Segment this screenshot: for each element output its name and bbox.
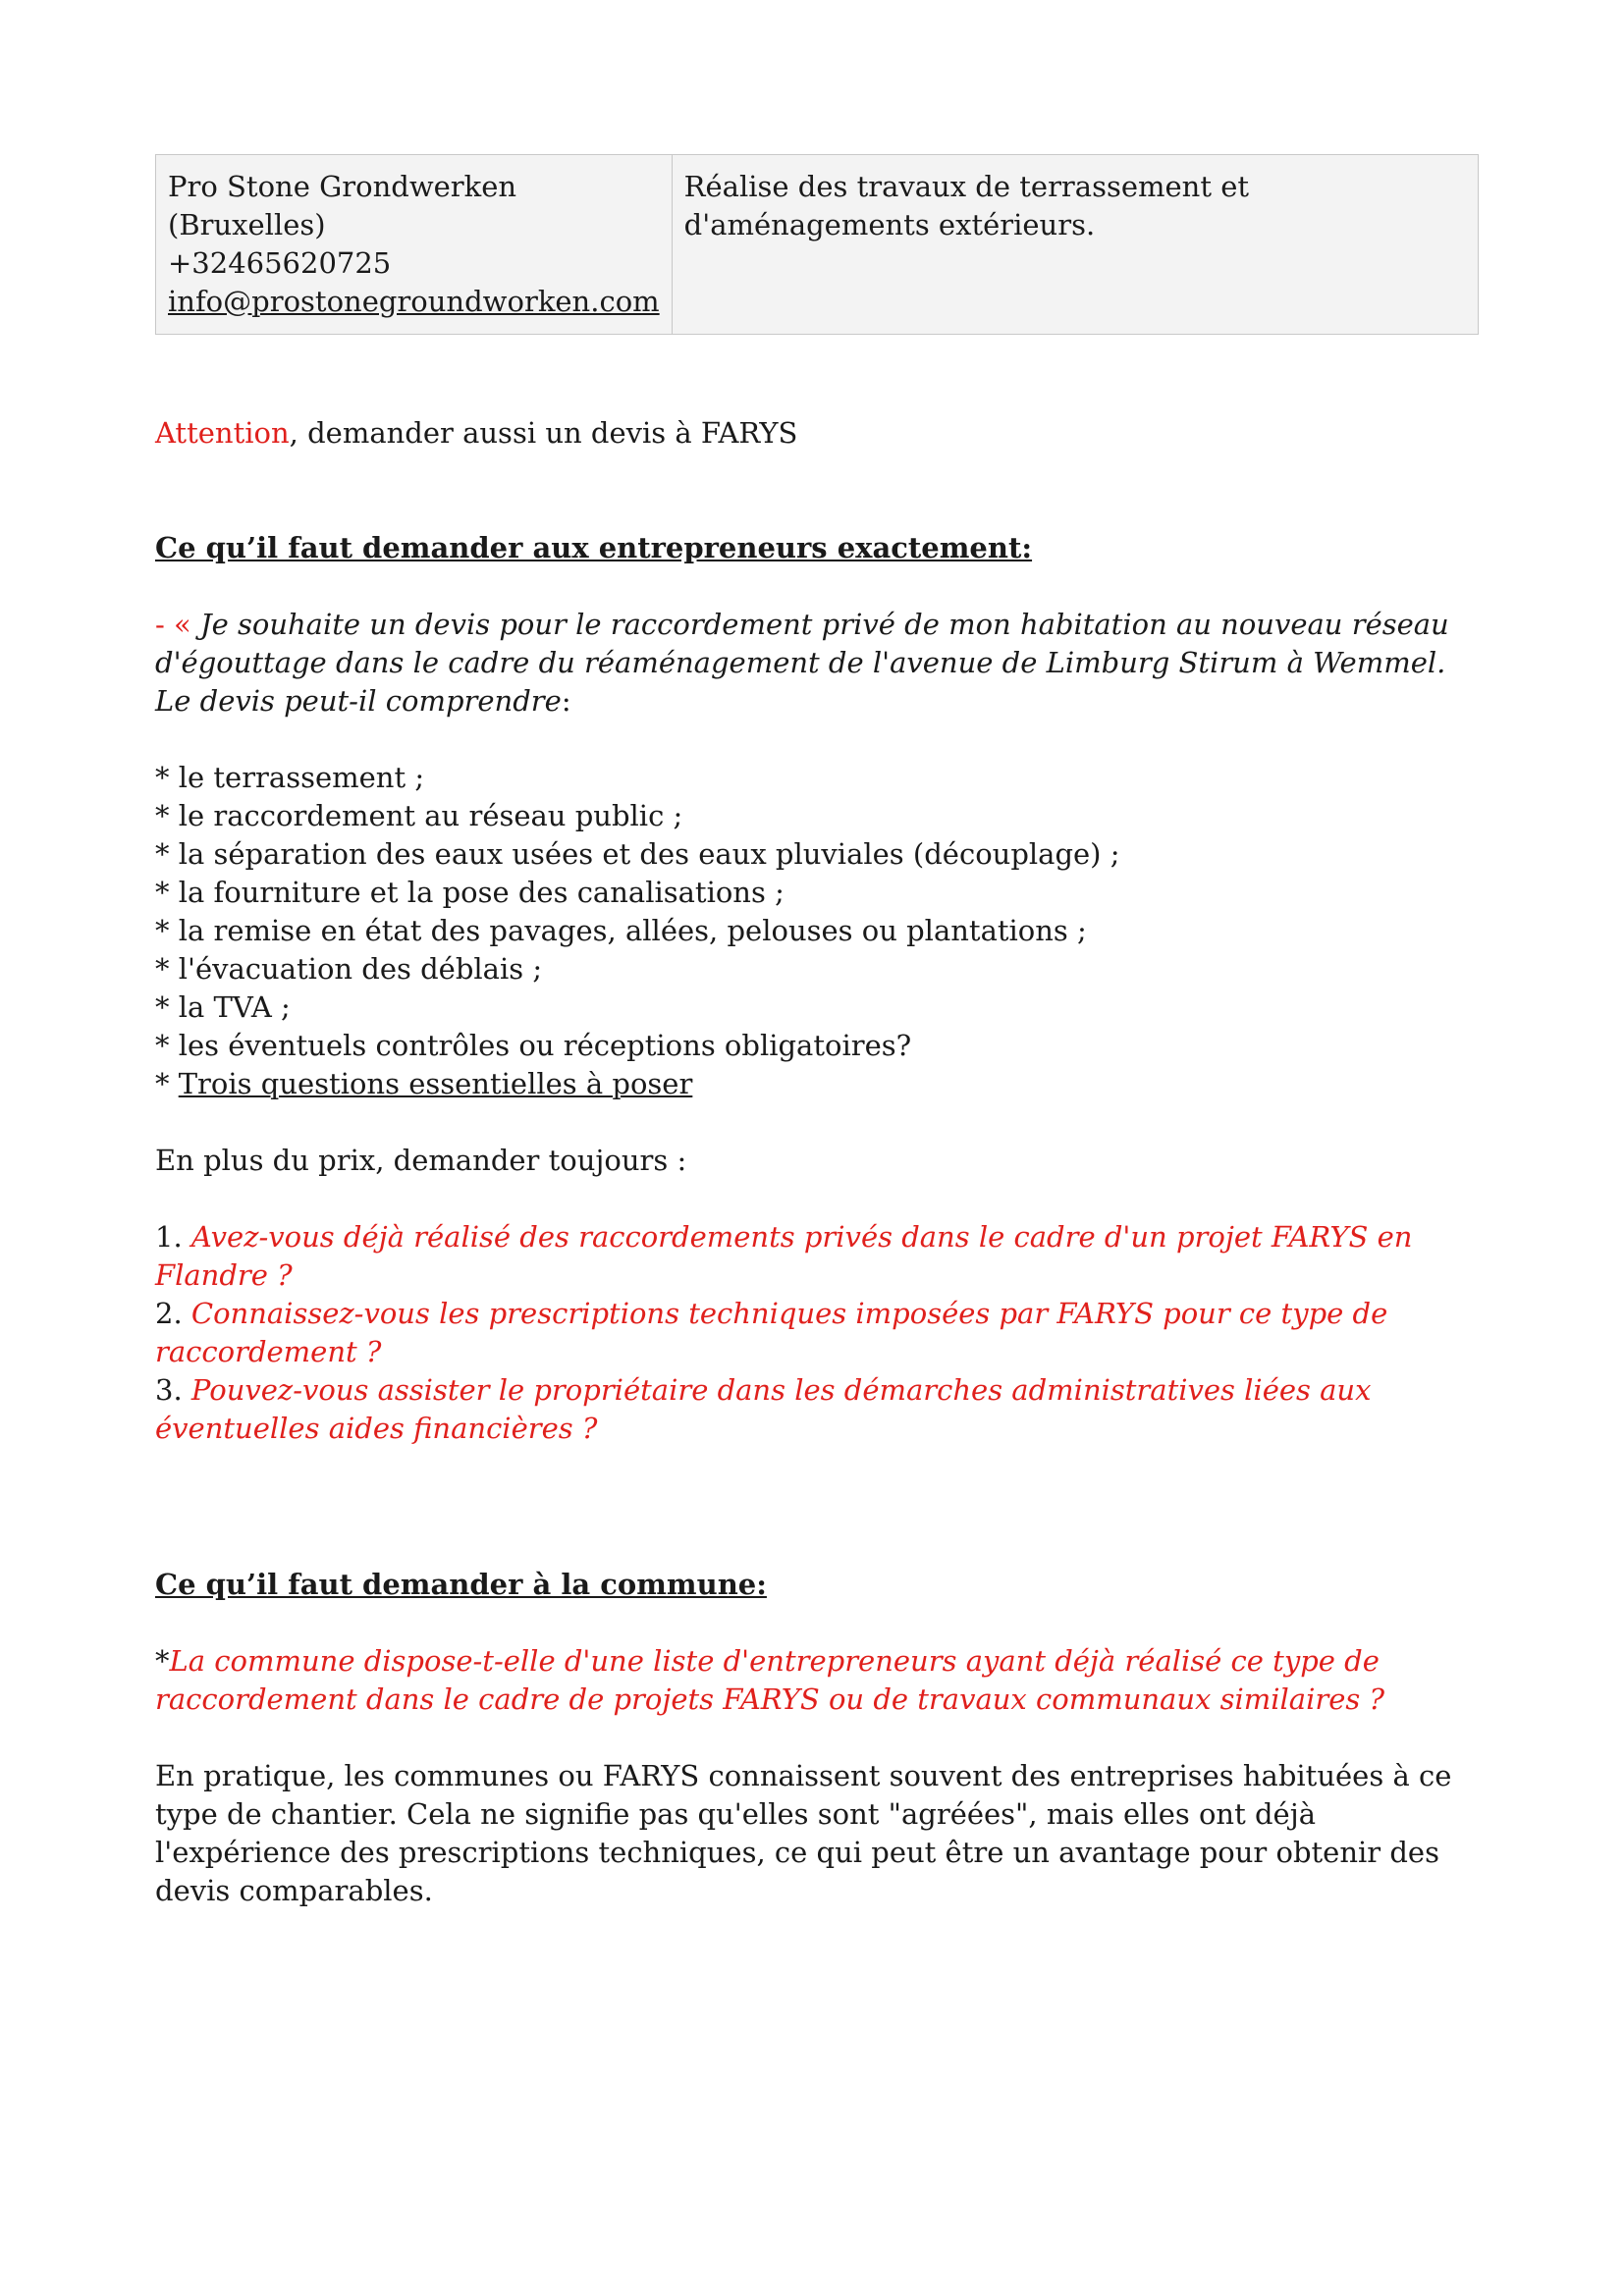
list-item: * l'évacuation des déblais ; bbox=[155, 952, 543, 986]
essential-questions-label: Trois questions essentielles à poser bbox=[178, 1067, 693, 1100]
commune-paragraph: En pratique, les communes ou FARYS connaissent souvent des entreprises habituées à ce type de chantier. Cela ne signifie pas qu'elles sont "agréées", mais elles ont déjà l'expérience des prescriptions techniques, ce qui peut être un avantage pour obtenir des devis comparables. bbox=[155, 1759, 1452, 1907]
question-number: 3. bbox=[155, 1373, 191, 1407]
contractor-email-link[interactable]: info@prostonegroundworken.com bbox=[168, 285, 660, 318]
question-text: Avez-vous déjà réalisé des raccordements privés dans le cadre d'un projet FARYS en Flandre ? bbox=[155, 1220, 1413, 1292]
section-heading-entrepreneurs: Ce qu’il faut demander aux entrepreneurs exactement: bbox=[155, 531, 1033, 564]
contractor-contact-cell bbox=[156, 155, 673, 335]
list-item: * la TVA ; bbox=[155, 990, 291, 1024]
attention-word: Attention bbox=[155, 416, 290, 450]
question-2 bbox=[155, 1295, 1471, 1371]
intro-suffix: : bbox=[561, 684, 571, 718]
list-item: * la remise en état des pavages, allées, pelouses ou plantations ; bbox=[155, 914, 1087, 947]
commune-question-prefix: * bbox=[155, 1644, 170, 1678]
last-item-prefix: * bbox=[155, 1067, 179, 1100]
contractor-description-cell bbox=[672, 155, 1478, 335]
commune-question-text: La commune dispose-t-elle d'une liste d'entrepreneurs ayant déjà réalisé ce type de raccordement dans le cadre de projets FARYS ou de travaux communaux similaires ? bbox=[155, 1644, 1385, 1716]
list-item: * le raccordement au réseau public ; bbox=[155, 799, 683, 832]
table-row bbox=[156, 155, 1479, 335]
question-number: 2. bbox=[155, 1297, 191, 1330]
contractor-description: Réalise des travaux de terrassement et d'aménagements extérieurs. bbox=[683, 170, 1250, 241]
question-3 bbox=[155, 1371, 1471, 1448]
attention-line bbox=[155, 414, 1471, 453]
request-intro bbox=[155, 606, 1471, 721]
list-item: * la fourniture et la pose des canalisations ; bbox=[155, 876, 785, 909]
prix-line: En plus du prix, demander toujours : bbox=[155, 1144, 687, 1177]
intro-text: Je souhaite un devis pour le raccordement privé de mon habitation au nouveau réseau d'égouttage dans le cadre du réaménagement de l'avenue de Limburg Stirum à Wemmel. Le devis peut-il comprendre bbox=[155, 608, 1449, 718]
question-number: 1. bbox=[155, 1220, 191, 1254]
list-item: * la séparation des eaux usées et des eaux pluviales (découplage) ; bbox=[155, 837, 1120, 871]
commune-question bbox=[155, 1642, 1471, 1719]
question-1 bbox=[155, 1218, 1471, 1295]
list-item: * les éventuels contrôles ou réceptions obligatoires? bbox=[155, 1029, 912, 1062]
question-text: Connaissez-vous les prescriptions techniques imposées par FARYS pour ce type de raccordement ? bbox=[155, 1297, 1388, 1368]
list-item bbox=[155, 1065, 1471, 1103]
section-heading-commune: Ce qu’il faut demander à la commune: bbox=[155, 1568, 767, 1601]
request-items-list bbox=[155, 759, 1471, 1103]
list-item: * le terrassement ; bbox=[155, 761, 425, 794]
question-text: Pouvez-vous assister le propriétaire dans les démarches administratives liées aux éventuelles aides financières ? bbox=[155, 1373, 1372, 1445]
attention-text: , demander aussi un devis à FARYS bbox=[289, 416, 798, 450]
intro-prefix: - « bbox=[155, 608, 200, 641]
contractor-phone: +32465620725 bbox=[168, 246, 392, 280]
contractor-name: Pro Stone Grondwerken (Bruxelles) bbox=[168, 170, 517, 241]
contractor-table bbox=[155, 154, 1479, 335]
